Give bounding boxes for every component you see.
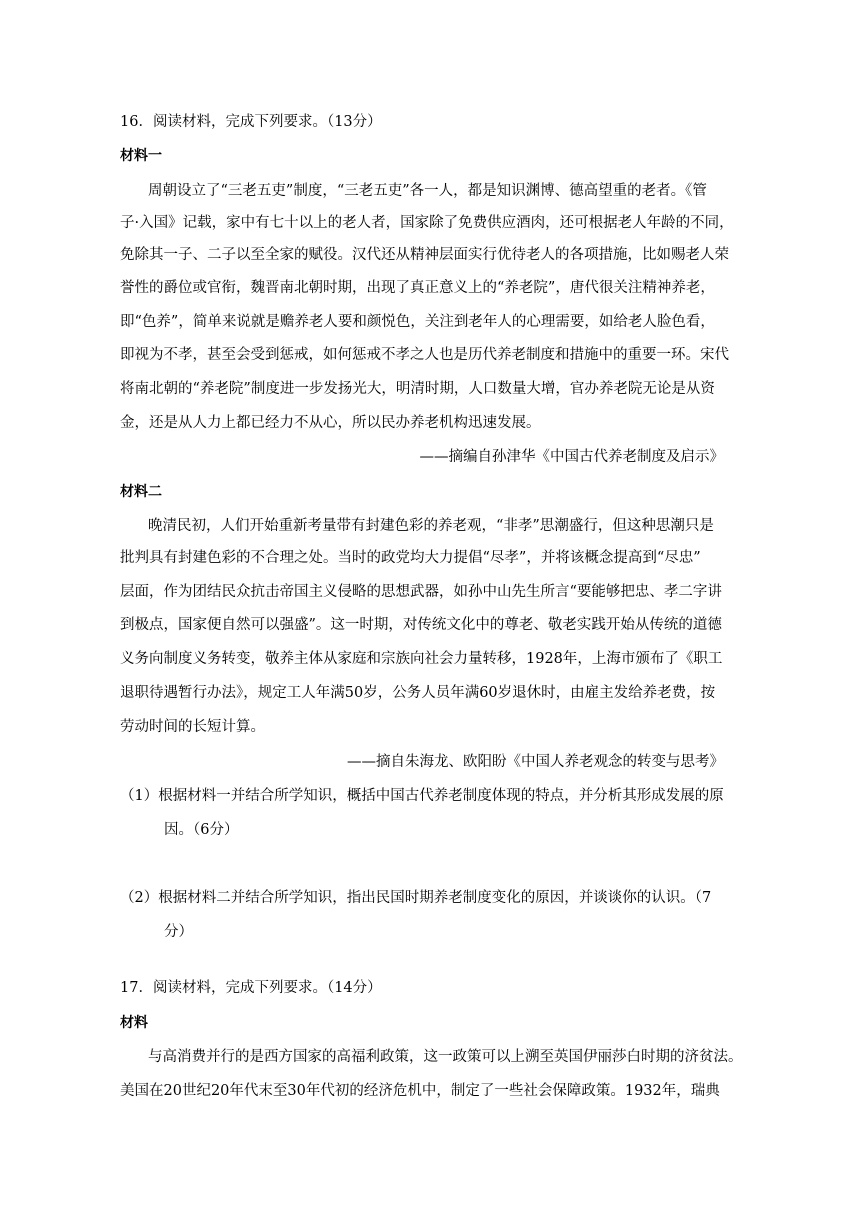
- material-2-line-7: 劳动时间的长短计算。: [120, 719, 265, 735]
- question-17-material-heading: 材料: [120, 1015, 148, 1031]
- material-2-line-6: 退职待遇暂行办法》，规定工人年满50岁，公务人员年满60岁退休时，由雇主发给养老费，按: [120, 685, 716, 701]
- material-1-line-2: 子·入国》记载，家中有七十以上的老人者，国家除了免费供应酒肉，还可根据老人年龄的不同，: [120, 215, 734, 231]
- question-16-part-2-line-1: （2）根据材料二并结合所学知识，指出民国时期养老制度变化的原因，并谈谈你的认识。（7: [120, 890, 712, 906]
- material-1-line-3: 免除其一子、二子以至全家的赋役。汉代还从精神层面实行优待老人的各项措施，比如赐老人荣: [120, 247, 729, 263]
- material-2-line-2: 批判具有封建色彩的不合理之处。当时的政党均大力提倡“尽孝”，并将该概念提高到“尽忠”: [120, 550, 701, 566]
- material-2-line-5: 义务向制度义务转变，敬养主体从家庭和宗族向社会力量转移，1928年，上海市颁布了《职工: [120, 651, 723, 667]
- material-1-line-4: 誉性的爵位或官衔，魏晋南北朝时期，出现了真正意义上的“养老院”，唐代很关注精神养老，: [120, 280, 715, 296]
- material-2-heading: 材料二: [120, 484, 162, 500]
- material-1-line-5: 即“色养”，简单来说就是赡养老人要和颜悦色，关注到老年人的心理需要，如给老人脸色看，: [120, 314, 715, 330]
- question-16-title: 16．阅读材料，完成下列要求。（13分）: [120, 114, 382, 130]
- question-16-part-2-line-2: 分）: [164, 924, 193, 940]
- question-17-title: 17．阅读材料，完成下列要求。（14分）: [120, 980, 382, 996]
- question-16-part-1-line-1: （1）根据材料一并结合所学知识，概括中国古代养老制度体现的特点，并分析其形成发展的原: [120, 788, 724, 804]
- material-1-line-7: 将南北朝的“养老院”制度进一步发扬光大，明清时期，人口数量大增，官办养老院无论是从资: [120, 381, 715, 397]
- material-1-line-6: 即视为不孝，甚至会受到惩戒，如何惩戒不孝之人也是历代养老制度和措施中的重要一环。宋代: [120, 347, 729, 363]
- question-17-material-line-1: 与高消费并行的是西方国家的高福利政策，这一政策可以上溯至英国伊丽莎白时期的济贫法。: [148, 1049, 743, 1065]
- question-16-part-1-line-2: 因。（6分）: [164, 822, 239, 838]
- material-2-source: ——摘自朱海龙、欧阳盼《中国人养老观念的转变与思考》: [347, 754, 724, 770]
- material-1-line-8: 金，还是从人力上都已经力不从心，所以民办养老机构迅速发展。: [120, 415, 541, 431]
- material-1-source: ——摘编自孙津华《中国古代养老制度及启示》: [419, 449, 724, 465]
- material-1-line-1: 周朝设立了“三老五吏”制度，“三老五吏”各一人，都是知识渊博、德高望重的老者。《管: [148, 183, 707, 199]
- material-2-line-1: 晚清民初，人们开始重新考量带有封建色彩的养老观，“非孝”思潮盛行，但这种思潮只是: [148, 518, 714, 534]
- question-17-material-line-2: 美国在20世纪20年代末至30年代初的经济危机中，制定了一些社会保障政策。1932年，瑞典: [120, 1083, 720, 1099]
- material-1-heading: 材料一: [120, 148, 162, 164]
- material-2-line-3: 层面，作为团结民众抗击帝国主义侵略的思想武器，如孙中山先生所言“要能够把忠、孝二字讲: [120, 584, 722, 600]
- material-2-line-4: 到极点，国家便自然可以强盛”。这一时期，对传统文化中的尊老、敬老实践开始从传统的道德: [120, 617, 722, 633]
